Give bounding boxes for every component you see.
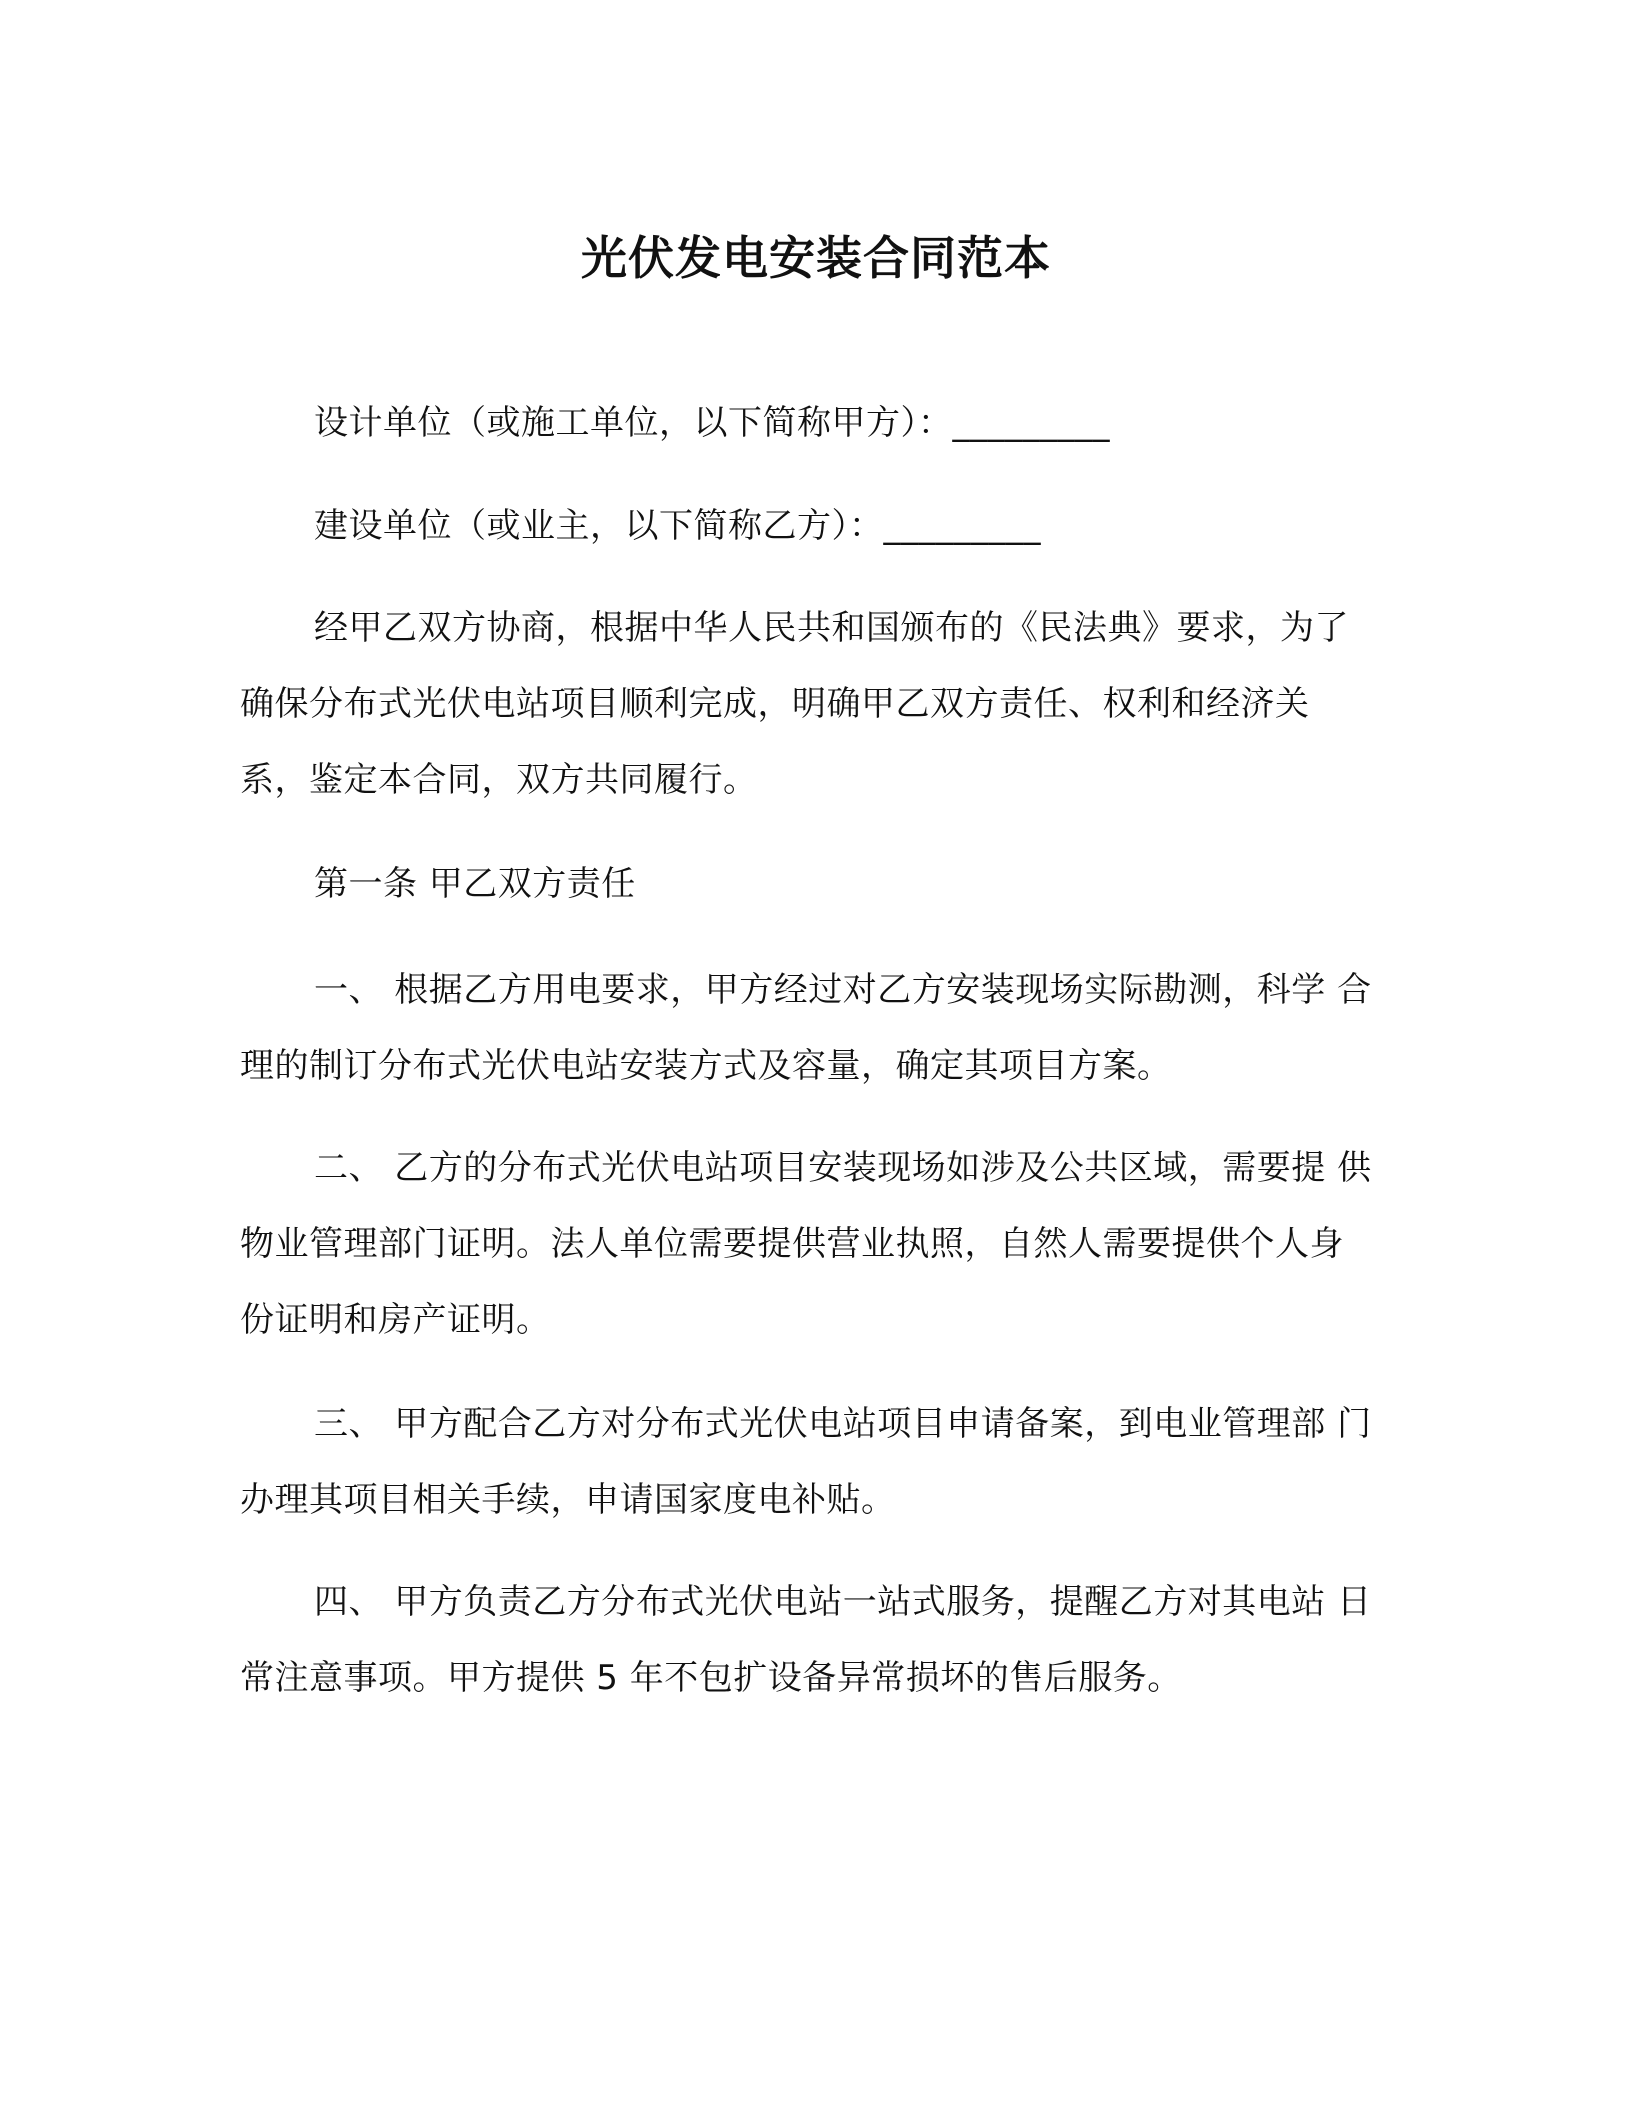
clause-2: 二、 乙方的分布式光伏电站项目安装现场如涉及公共区域，需要提 供物业管理部门证明。法人单位需要提供营业执照，自然人需要提供个人身份证明和房产证明。 xyxy=(240,1148,1372,1340)
document-title: 光伏发电安装合同范本 xyxy=(581,231,1051,285)
clause-3: 三、 甲方配合乙方对分布式光伏电站项目申请备案，到电业管理部 门办理其项目相关手续，申请国家度电补贴。 xyxy=(240,1404,1372,1520)
clause-4: 四、 甲方负责乙方分布式光伏电站一站式服务，提醒乙方对其电站 日常注意事项。甲方提供 5 年不包扩设备异常损坏的售后服务。 xyxy=(240,1582,1372,1698)
intro-paragraph: 经甲乙双方协商，根据中华人民共和国颁布的《民法典》要求，为了确保分布式光伏电站项目顺利完成，明确甲乙双方责任、权利和经济关系，鉴定本合同，双方共同履行。 xyxy=(240,608,1349,800)
party-b-line: 建设单位（或业主，以下简称乙方）：_________ xyxy=(314,506,1041,546)
clause-1: 一、 根据乙方用电要求，甲方经过对乙方安装现场实际勘测，科学 合理的制订分布式光伏电站安装方式及容量，确定其项目方案。 xyxy=(240,970,1372,1086)
party-a-line: 设计单位（或施工单位，以下简称甲方）：_________ xyxy=(314,403,1110,443)
article-1-heading: 第一条 甲乙双方责任 xyxy=(314,864,636,904)
